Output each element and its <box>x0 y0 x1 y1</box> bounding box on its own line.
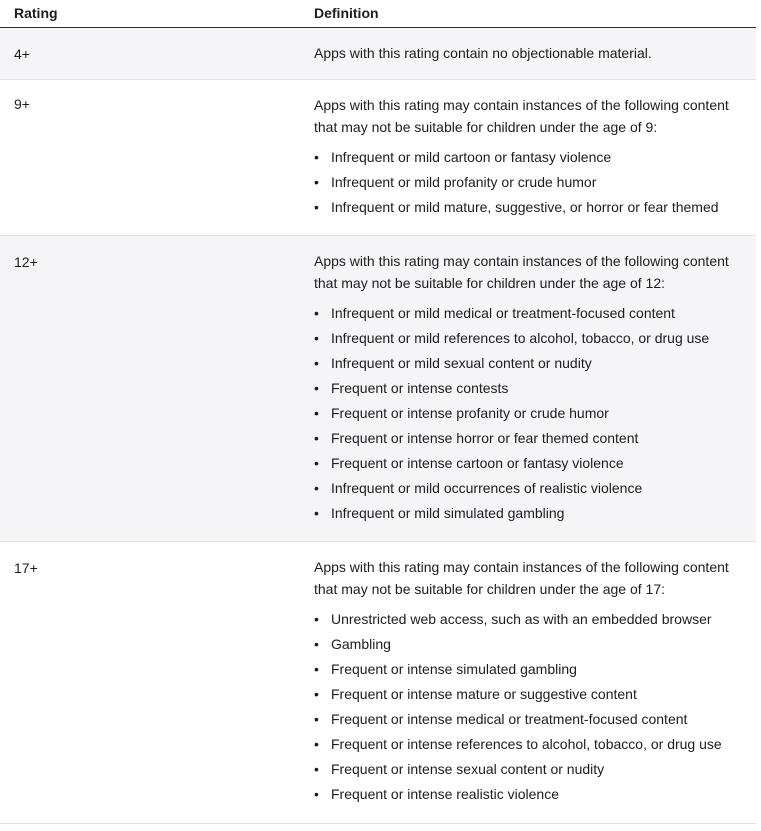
list-item: • Frequent or intense contests <box>314 376 756 401</box>
bullet: • <box>314 455 319 471</box>
list-item: • Unrestricted web access, such as with an embedded browser <box>314 607 756 632</box>
list-item: • Frequent or intense cartoon or fantasy violence <box>314 451 756 476</box>
bullet: • <box>314 711 319 727</box>
header-rating: Rating <box>14 5 58 21</box>
definition-intro: Apps with this rating may contain instances of the following content that may not be suitable for children under the age of 12: <box>314 253 729 291</box>
bullet: • <box>314 330 319 346</box>
list-item: • Infrequent or mild simulated gambling <box>314 501 756 526</box>
table-row-9plus <box>0 80 756 236</box>
definition-intro: Apps with this rating contain no objectionable material. <box>314 45 652 61</box>
definition-list <box>314 145 756 220</box>
list-item: • Infrequent or mild cartoon or fantasy violence <box>314 145 756 170</box>
bullet: • <box>314 174 319 190</box>
bullet: • <box>314 430 319 446</box>
bullet: • <box>314 405 319 421</box>
definition-cell <box>314 80 756 235</box>
list-item: • Frequent or intense mature or suggestive content <box>314 682 756 707</box>
list-item: • Frequent or intense medical or treatment-focused content <box>314 707 756 732</box>
table-row-17plus <box>0 542 756 824</box>
bullet: • <box>314 149 319 165</box>
definition-cell <box>314 542 756 823</box>
bullet: • <box>314 686 319 702</box>
bullet: • <box>314 480 319 496</box>
table-row-12plus <box>0 236 756 542</box>
list-item: • Infrequent or mild sexual content or nudity <box>314 351 756 376</box>
rating-value: 9+ <box>14 96 30 112</box>
list-item: • Infrequent or mild occurrences of realistic violence <box>314 476 756 501</box>
bullet: • <box>314 661 319 677</box>
bullet: • <box>314 736 319 752</box>
list-item: • Frequent or intense horror or fear themed content <box>314 426 756 451</box>
definition-list <box>314 301 756 526</box>
list-item: • Infrequent or mild mature, suggestive, or horror or fear themed <box>314 195 756 220</box>
bullet: • <box>314 305 319 321</box>
bullet: • <box>314 199 319 215</box>
list-item: • Frequent or intense references to alcohol, tobacco, or drug use <box>314 732 756 757</box>
bullet: • <box>314 636 319 652</box>
rating-value: 17+ <box>14 560 38 576</box>
list-item: • Infrequent or mild medical or treatment-focused content <box>314 301 756 326</box>
definition-intro: Apps with this rating may contain instances of the following content that may not be suitable for children under the age of 9: <box>314 97 729 135</box>
bullet: • <box>314 380 319 396</box>
bullet: • <box>314 786 319 802</box>
bullet: • <box>314 355 319 371</box>
bullet: • <box>314 611 319 627</box>
rating-value: 12+ <box>14 254 38 270</box>
list-item: • Frequent or intense realistic violence <box>314 782 756 807</box>
table-row-4plus <box>0 28 756 80</box>
definition-intro: Apps with this rating may contain instances of the following content that may not be suitable for children under the age of 17: <box>314 559 729 597</box>
list-item: • Infrequent or mild profanity or crude humor <box>314 170 756 195</box>
rating-value: 4+ <box>14 46 30 62</box>
list-item: • Frequent or intense profanity or crude humor <box>314 401 756 426</box>
definition-cell <box>314 236 756 541</box>
list-item: • Infrequent or mild references to alcohol, tobacco, or drug use <box>314 326 756 351</box>
header-definition: Definition <box>314 5 379 21</box>
definition-list <box>314 607 756 807</box>
list-item: • Frequent or intense simulated gambling <box>314 657 756 682</box>
bullet: • <box>314 761 319 777</box>
list-item: • Frequent or intense sexual content or nudity <box>314 757 756 782</box>
list-item: • Gambling <box>314 632 756 657</box>
definition-cell <box>314 28 756 79</box>
table-header <box>0 0 756 28</box>
bullet: • <box>314 505 319 521</box>
